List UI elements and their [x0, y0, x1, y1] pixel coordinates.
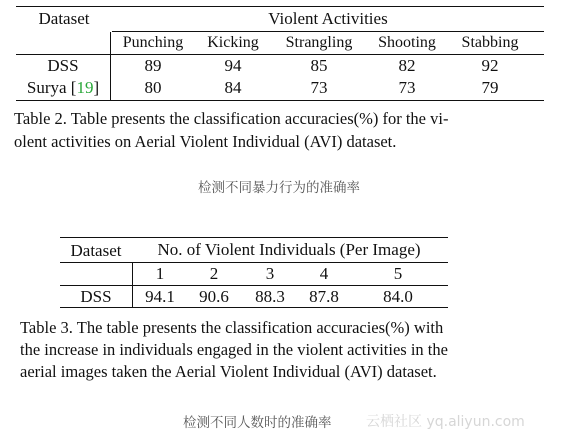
citation-link[interactable]: 19 [76, 78, 94, 97]
table2-row-label-surya [16, 78, 110, 98]
table2-col-stabbing: Stabbing [461, 34, 519, 51]
table2-cell: 89 [144, 56, 162, 75]
table2-header-dataset: Dataset [38, 9, 90, 28]
table3-caption-line2: the increase in individuals engaged in the violent activities in the [20, 340, 448, 359]
row-name: Surya [ [26, 78, 77, 97]
table3-top-rule [60, 237, 448, 238]
table3-row-label-dss: DSS [80, 287, 112, 306]
table2-col-strangling: Strangling [285, 34, 353, 51]
table3-cell: 84.0 [383, 287, 413, 306]
table3-col-1: 1 [155, 264, 165, 283]
table2-top-rule [16, 6, 544, 7]
table3-cell: 88.3 [255, 287, 285, 306]
table3-caption-line3: aerial images taken the Aerial Violent Individual (AVI) dataset. [20, 362, 437, 381]
table2-cell: 73 [310, 78, 328, 97]
table2-caption-line1: Table 2. Table presents the classification accuracies(%) for the vi- [14, 109, 449, 128]
table3-col-3: 3 [265, 264, 275, 283]
table3-chinese-caption: 检测不同人数时的准确率 [183, 415, 332, 431]
table3-header-dataset: Dataset [70, 241, 122, 260]
table3-col-4: 4 [319, 264, 329, 283]
table2-cell: 82 [398, 56, 416, 75]
table2-cell: 94 [224, 56, 242, 75]
table2-col-kicking: Kicking [207, 34, 259, 51]
table2-chinese-caption: 检测不同暴力行为的准确率 [198, 180, 360, 196]
table2-cell: 84 [224, 78, 242, 97]
table3-col-5: 5 [393, 264, 403, 283]
table2-bottom-rule [16, 100, 544, 101]
table2-cell: 80 [144, 78, 162, 97]
table2-cell: 85 [310, 56, 328, 75]
table2-col-shooting: Shooting [378, 34, 436, 51]
table3-cell: 94.1 [145, 287, 175, 306]
table3-group-rule [60, 262, 448, 263]
table3-col-2: 2 [209, 264, 219, 283]
table2-caption-line2: olent activities on Aerial Violent Individual (AVI) dataset. [14, 132, 397, 151]
table2-cell: 79 [481, 78, 499, 97]
table2-row-label-dss: DSS [47, 56, 79, 75]
table3-header-rule [60, 285, 448, 286]
table2-col-punching: Punching [122, 34, 184, 51]
table3-cell: 87.8 [309, 287, 339, 306]
table3-cell: 90.6 [199, 287, 229, 306]
table3-bottom-rule [60, 307, 448, 308]
table2-header-rule [16, 54, 544, 55]
bracket: ] [93, 78, 100, 97]
table2-header-group: Violent Activities [268, 9, 388, 28]
table2-cell: 73 [398, 78, 416, 97]
table2-group-rule [112, 31, 544, 32]
table3-header-group: No. of Violent Individuals (Per Image) [157, 240, 421, 259]
table2-divider [110, 32, 111, 100]
watermark: 云栖社区 yq.aliyun.com [366, 414, 525, 430]
table2-cell: 92 [481, 56, 499, 75]
table3-caption-line1: Table 3. The table presents the classification accuracies(%) with [20, 318, 444, 337]
